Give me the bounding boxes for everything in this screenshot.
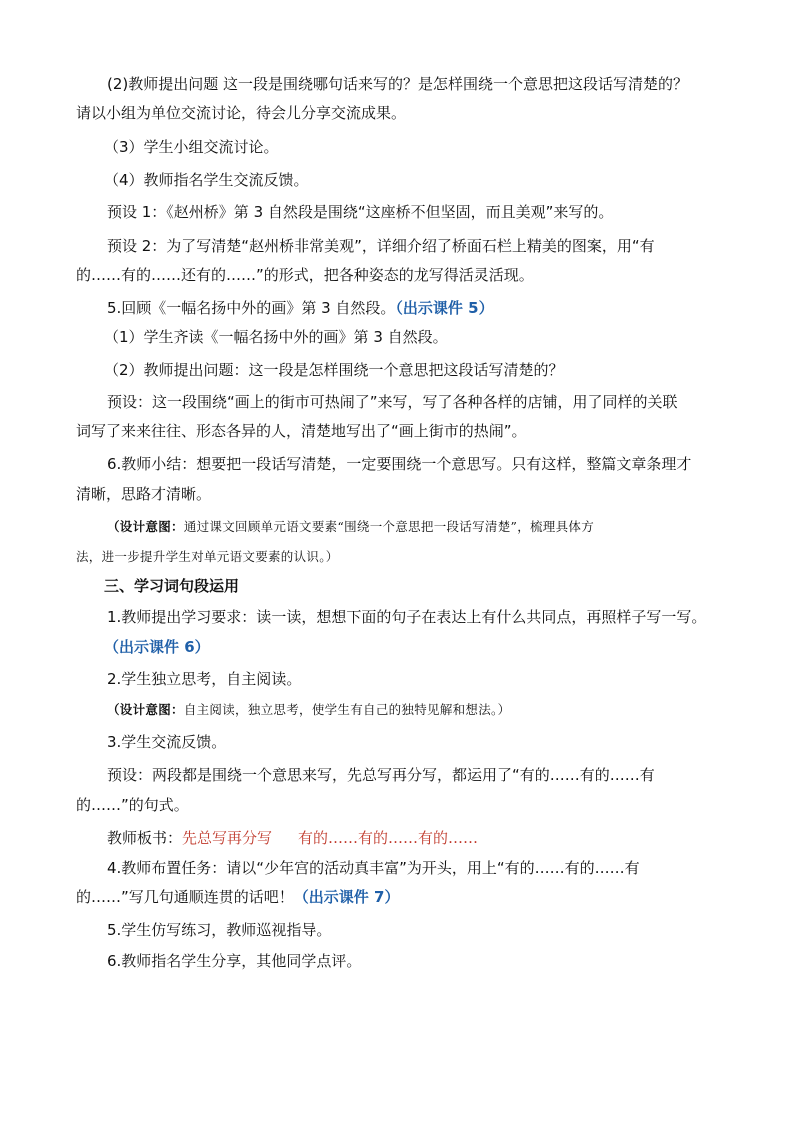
paragraph-line xyxy=(107,298,746,318)
section-heading: 三、学习词句段运用 xyxy=(104,577,240,595)
design-intent-text: 通过课文回顾单元语文要素“围绕一个意思把一段话写清楚”，梳理具体方 xyxy=(183,519,594,534)
paragraph-line: （4）教师指名学生交流反馈。 xyxy=(104,171,309,189)
design-intent-text: 自主阅读，独立思考，使学生有自己的独特见解和想法。） xyxy=(183,702,511,717)
paragraph-line: 预设 2：为了写清楚“赵州桥非常美观”，详细介绍了桥面石栏上精美的图案，用“有 xyxy=(107,237,655,255)
paragraph-line: 预设：两段都是围绕一个意思来写，先总写再分写，都运用了“有的……有的……有 xyxy=(107,766,655,784)
board-writing-red: 有的……有的……有的…… xyxy=(298,829,479,847)
design-intent-label: （设计意图： xyxy=(107,702,184,717)
design-intent-note: 法，进一步提升学生对单元语文要素的认识。） xyxy=(76,549,339,564)
courseware-tag: （出示课件 6） xyxy=(104,638,210,656)
task-text: 的……”写几句通顺连贯的话吧！ xyxy=(76,888,294,906)
paragraph-line: 6.教师指名学生分享，其他同学点评。 xyxy=(107,952,362,970)
board-writing-red: 先总写再分写 xyxy=(182,829,273,847)
paragraph-line: 1.教师提出学习要求：读一读，想想下面的句子在表达上有什么共同点，再照样子写一写。 xyxy=(107,608,707,626)
step-text: 5.回顾《一幅名扬中外的画》第 3 自然段。 xyxy=(107,299,396,317)
design-intent-note xyxy=(107,517,746,537)
paragraph-line: 4.教师布置任务：请以“少年宫的活动真丰富”为开头，用上“有的……有的……有 xyxy=(107,859,640,877)
courseware-tag: （出示课件 5） xyxy=(395,299,494,317)
board-writing-line xyxy=(107,828,746,848)
design-intent-note xyxy=(107,700,746,720)
paragraph-line: 请以小组为单位交流讨论，待会儿分享交流成果。 xyxy=(76,104,407,122)
paragraph-line: 预设：这一段围绕“画上的街市可热闹了”来写，写了各种各样的店铺，用了同样的关联 xyxy=(107,393,678,411)
paragraph-line: （3）学生小组交流讨论。 xyxy=(104,138,279,156)
paragraph-line: 3.学生交流反馈。 xyxy=(107,733,227,751)
paragraph-line xyxy=(76,887,746,907)
paragraph-line: 清晰，思路才清晰。 xyxy=(76,485,212,503)
design-intent-label: （设计意图： xyxy=(107,519,184,534)
paragraph-line: (2)教师提出问题 这一段是围绕哪句话来写的？是怎样围绕一个意思把这段话写清楚的？ xyxy=(107,75,689,93)
courseware-tag: （出示课件 7） xyxy=(293,888,400,906)
paragraph-line: 的……”的句式。 xyxy=(76,796,189,814)
paragraph-line: 2.学生独立思考，自主阅读。 xyxy=(107,670,302,688)
paragraph-line: （1）学生齐读《一幅名扬中外的画》第 3 自然段。 xyxy=(104,328,448,346)
paragraph-line: 预设 1：《赵州桥》第 3 自然段是围绕“这座桥不但坚固，而且美观”来写的。 xyxy=(107,203,614,221)
board-writing-label: 教师板书： xyxy=(107,829,183,847)
paragraph-line: 的……有的……还有的……”的形式，把各种姿态的龙写得活灵活现。 xyxy=(76,266,534,284)
paragraph-line: 词写了来来往往、形态各异的人，清楚地写出了“画上街市的热闹”。 xyxy=(76,422,527,440)
paragraph-line: 5.学生仿写练习，教师巡视指导。 xyxy=(107,921,332,939)
paragraph-line: （2）教师提出问题：这一段是怎样围绕一个意思把这段话写清楚的？ xyxy=(104,361,564,379)
paragraph-line: 6.教师小结：想要把一段话写清楚，一定要围绕一个意思写。只有这样，整篇文章条理才 xyxy=(107,455,692,473)
